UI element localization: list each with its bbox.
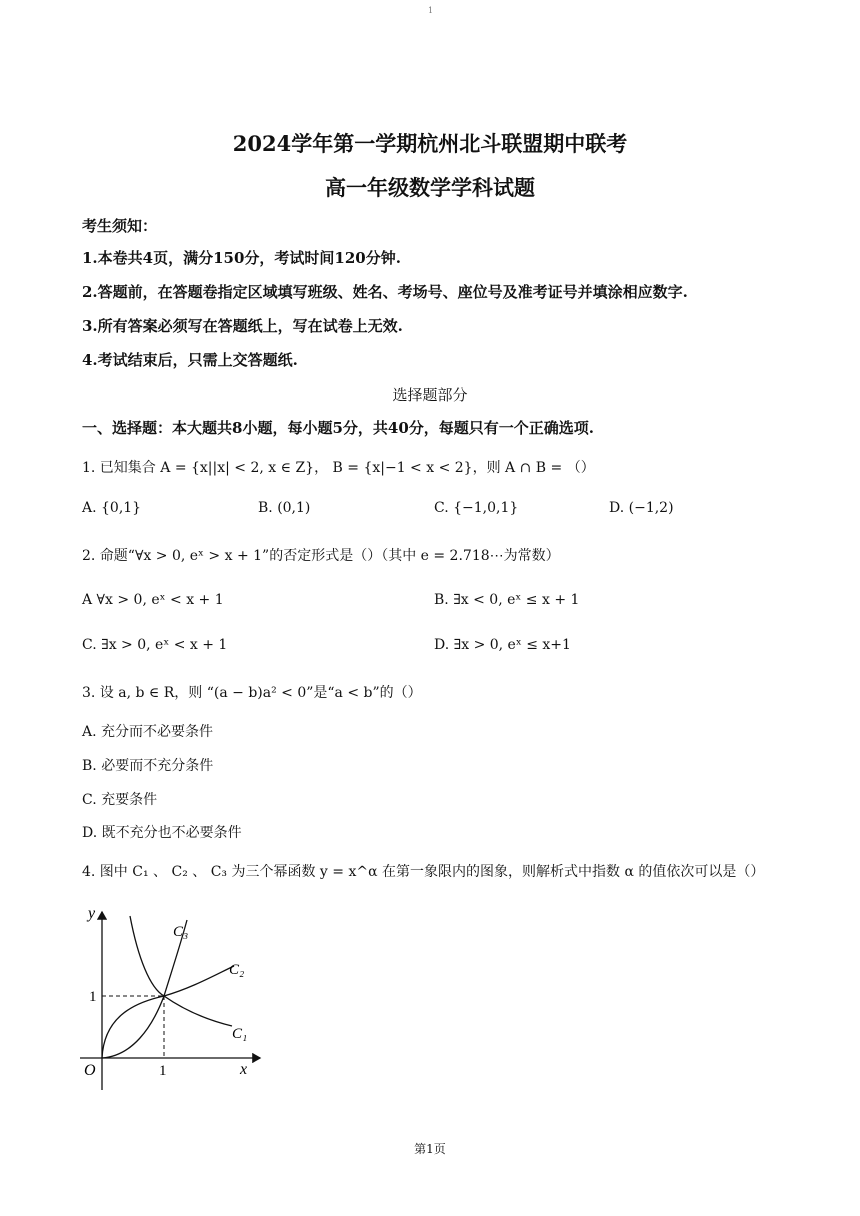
option-a: A. {0,1} xyxy=(82,500,142,516)
y-axis-label: y xyxy=(88,905,96,922)
header-mark: 1 xyxy=(428,6,434,15)
part1-heading: 一、选择题：本大题共8小题，每小题5分，共40分，每题只有一个正确选项. xyxy=(82,419,594,437)
question-stem: 4. 图中 C₁ 、 C₂ 、 C₃ 为三个幂函数 y = x^α 在第一象限内的图象，则解析式中指数 α 的值依次可以是（） xyxy=(82,864,765,880)
option-b: B. 必要而不充分条件 xyxy=(82,758,214,774)
option-a: A ∀x > 0, eˣ < x + 1 xyxy=(82,592,224,608)
notice-heading: 考生须知： xyxy=(82,217,158,235)
notice-item: 3.所有答案必须写在答题纸上，写在试卷上无效. xyxy=(82,317,403,335)
notice-item: 1.本卷共4页，满分150分，考试时间120分钟. xyxy=(82,249,401,267)
option-a: A. 充分而不必要条件 xyxy=(82,724,214,740)
curve-c3 xyxy=(102,920,187,1058)
section-title: 选择题部分 xyxy=(392,386,468,404)
question-stem: 1. 已知集合 A = {x||x| < 2, x ∈ Z}， B = {x|−1 < x < 2}，则 A ∩ B = （） xyxy=(82,460,595,476)
option-c: C. ∃x > 0, eˣ < x + 1 xyxy=(82,637,228,653)
notice-item: 2.答题前，在答题卷指定区域填写班级、姓名、考场号、座位号及准考证号并填涂相应数字. xyxy=(82,283,688,301)
question-stem: 2. 命题“∀x > 0, eˣ > x + 1”的否定形式是（）（其中 e = 2.718⋯为常数） xyxy=(82,548,560,564)
curve-c2 xyxy=(102,966,234,1058)
x-axis-label: x xyxy=(240,1061,248,1078)
option-c: C. 充要条件 xyxy=(82,792,158,808)
exam-subtitle: 高一年级数学学科试题 xyxy=(325,175,535,200)
exam-title: 2024学年第一学期杭州北斗联盟期中联考 xyxy=(232,131,628,156)
curve-label-c1: C₁ xyxy=(232,1026,248,1042)
question-stem: 3. 设 a, b ∈ R，则 “(a − b)a² < 0”是“a < b”的（） xyxy=(82,685,422,701)
tick-x-label: 1 xyxy=(159,1063,167,1079)
option-d: D. 既不充分也不必要条件 xyxy=(82,825,242,841)
option-d: D. ∃x > 0, eˣ ≤ x+1 xyxy=(434,637,571,653)
origin-label: O xyxy=(84,1062,96,1079)
notice-item: 4.考试结束后，只需上交答题纸. xyxy=(82,351,298,369)
page-footer: 第1页 xyxy=(414,1142,446,1156)
power-function-figure xyxy=(72,898,272,1098)
option-d: D. (−1,2) xyxy=(609,500,674,516)
tick-y-label: 1 xyxy=(89,989,97,1005)
curve-label-c3: C₃ xyxy=(173,924,189,940)
option-c: C. {−1,0,1} xyxy=(434,500,519,516)
curve-label-c2: C₂ xyxy=(229,962,245,978)
option-b: B. ∃x < 0, eˣ ≤ x + 1 xyxy=(434,592,580,608)
option-b: B. (0,1) xyxy=(258,500,311,516)
